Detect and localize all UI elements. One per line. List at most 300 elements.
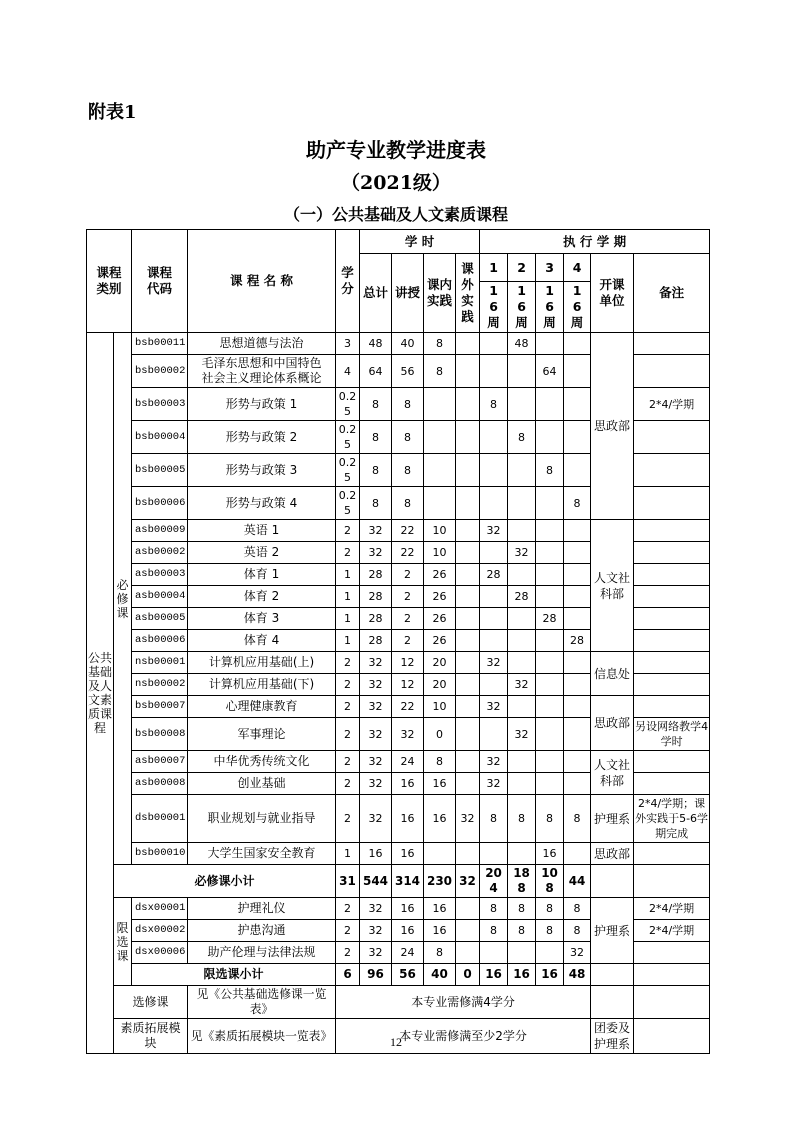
subtotal-practice-in: 40 xyxy=(424,964,456,986)
section-title: （一）公共基础及人文素质课程 xyxy=(283,205,508,224)
course-practice-out xyxy=(456,718,480,751)
semester-4-hours xyxy=(564,542,591,564)
course-lecture: 12 xyxy=(392,652,424,674)
semester-3-hours: 8 xyxy=(536,920,564,942)
semester-3-hours xyxy=(536,333,564,355)
course-code: bsb00011 xyxy=(132,333,188,355)
semester-1-hours xyxy=(480,718,508,751)
subtotal-semester-2: 16 xyxy=(508,964,536,986)
table-body xyxy=(87,333,710,1054)
course-practice-in: 20 xyxy=(424,652,456,674)
semester-1-hours xyxy=(480,674,508,696)
course-code: bsb00007 xyxy=(132,696,188,718)
header-semester-1-weeks: 16周 xyxy=(480,282,508,333)
header-course-category: 课程类别 xyxy=(87,230,132,333)
subtotal-practice-in: 230 xyxy=(424,865,456,898)
table-header xyxy=(87,230,710,333)
document-title: 助产专业教学进度表 xyxy=(306,138,486,162)
document-subtitle: （2021级） xyxy=(341,172,451,194)
semester-4-hours xyxy=(564,751,591,773)
course-practice-out xyxy=(456,696,480,718)
course-credits: 4 xyxy=(336,355,360,388)
course-row xyxy=(87,795,710,843)
course-practice-in: 8 xyxy=(424,355,456,388)
note-cell xyxy=(634,333,710,355)
course-total: 8 xyxy=(360,487,392,520)
course-name: 毛泽东思想和中国特色社会主义理论体系概论 xyxy=(188,355,336,388)
note-cell: 另设网络教学4学时 xyxy=(634,718,710,751)
semester-1-hours: 28 xyxy=(480,564,508,586)
department-cell: 思政部 xyxy=(591,333,634,520)
course-name: 体育 4 xyxy=(188,630,336,652)
course-practice-in: 8 xyxy=(424,751,456,773)
header-semester-group: 执 行 学 期 xyxy=(480,230,710,254)
course-lecture: 40 xyxy=(392,333,424,355)
semester-3-hours xyxy=(536,564,564,586)
course-credits: 0.25 xyxy=(336,421,360,454)
semester-2-hours xyxy=(508,564,536,586)
course-code: asb00005 xyxy=(132,608,188,630)
semester-4-hours xyxy=(564,388,591,421)
note-cell: 2*4/学期 xyxy=(634,388,710,421)
course-credits: 2 xyxy=(336,520,360,542)
semester-4-hours xyxy=(564,652,591,674)
course-code: asb00004 xyxy=(132,586,188,608)
course-credits: 1 xyxy=(336,586,360,608)
note-cell xyxy=(634,986,710,1019)
semester-1-hours: 32 xyxy=(480,520,508,542)
page-number: 12 xyxy=(390,1035,402,1049)
note-cell xyxy=(634,487,710,520)
header-credits: 学分 xyxy=(336,230,360,333)
course-practice-out xyxy=(456,751,480,773)
course-lecture: 22 xyxy=(392,542,424,564)
note-cell xyxy=(634,355,710,388)
course-practice-out xyxy=(456,388,480,421)
course-practice-out xyxy=(456,564,480,586)
elective-label: 选修课 xyxy=(114,986,188,1019)
note-cell xyxy=(634,751,710,773)
course-total: 32 xyxy=(360,542,392,564)
course-credits: 2 xyxy=(336,542,360,564)
course-practice-out xyxy=(456,773,480,795)
course-practice-in xyxy=(424,454,456,487)
note-cell: 2*4/学期 xyxy=(634,920,710,942)
course-practice-in: 16 xyxy=(424,920,456,942)
course-practice-in: 0 xyxy=(424,718,456,751)
semester-3-hours: 16 xyxy=(536,843,564,865)
subtotal-semester-4: 44 xyxy=(564,865,591,898)
course-name: 体育 3 xyxy=(188,608,336,630)
course-lecture: 16 xyxy=(392,773,424,795)
semester-1-hours xyxy=(480,487,508,520)
note-cell xyxy=(634,520,710,542)
semester-2-hours xyxy=(508,652,536,674)
quality-requirement: 本专业需修满至少2学分 xyxy=(336,1019,591,1054)
course-credits: 1 xyxy=(336,630,360,652)
department-cell: 人文社科部 xyxy=(591,751,634,795)
semester-2-hours xyxy=(508,388,536,421)
semester-2-hours xyxy=(508,608,536,630)
course-total: 28 xyxy=(360,630,392,652)
semester-1-hours: 32 xyxy=(480,652,508,674)
course-total: 32 xyxy=(360,920,392,942)
course-credits: 0.25 xyxy=(336,454,360,487)
course-lecture: 8 xyxy=(392,487,424,520)
course-category-cell: 公共基础及人文素质课程 xyxy=(87,333,114,1054)
course-lecture: 8 xyxy=(392,388,424,421)
semester-4-hours xyxy=(564,674,591,696)
course-practice-in: 8 xyxy=(424,942,456,964)
semester-4-hours xyxy=(564,608,591,630)
course-name: 英语 2 xyxy=(188,542,336,564)
course-practice-out xyxy=(456,586,480,608)
header-semester-2-weeks: 16周 xyxy=(508,282,536,333)
course-code: asb00003 xyxy=(132,564,188,586)
semester-4-hours xyxy=(564,843,591,865)
course-total: 32 xyxy=(360,795,392,843)
course-credits: 0.25 xyxy=(336,487,360,520)
semester-3-hours: 28 xyxy=(536,608,564,630)
course-practice-in: 16 xyxy=(424,898,456,920)
note-cell xyxy=(634,421,710,454)
course-code: bsb00005 xyxy=(132,454,188,487)
course-code: asb00008 xyxy=(132,773,188,795)
course-lecture: 22 xyxy=(392,696,424,718)
subtotal-credits: 6 xyxy=(336,964,360,986)
semester-4-hours: 28 xyxy=(564,630,591,652)
semester-1-hours xyxy=(480,355,508,388)
course-practice-out xyxy=(456,608,480,630)
semester-3-hours: 8 xyxy=(536,898,564,920)
course-total: 8 xyxy=(360,454,392,487)
quality-reference: 见《素质拓展模块一览表》 xyxy=(188,1019,336,1054)
course-total: 32 xyxy=(360,751,392,773)
semester-2-hours: 32 xyxy=(508,542,536,564)
subtotal-total: 96 xyxy=(360,964,392,986)
course-practice-in: 10 xyxy=(424,696,456,718)
semester-3-hours xyxy=(536,520,564,542)
note-cell xyxy=(634,630,710,652)
semester-1-hours: 8 xyxy=(480,388,508,421)
course-total: 32 xyxy=(360,773,392,795)
course-total: 28 xyxy=(360,608,392,630)
appendix-label: 附表1 xyxy=(88,102,137,123)
course-name: 形势与政策 2 xyxy=(188,421,336,454)
semester-3-hours xyxy=(536,586,564,608)
course-row xyxy=(87,843,710,865)
semester-4-hours xyxy=(564,333,591,355)
note-cell: 2*4/学期；课外实践于5-6学期完成 xyxy=(634,795,710,843)
course-credits: 1 xyxy=(336,608,360,630)
semester-2-hours: 8 xyxy=(508,898,536,920)
course-code: asb00009 xyxy=(132,520,188,542)
required-subtotal-label: 必修课小计 xyxy=(114,865,336,898)
semester-3-hours xyxy=(536,751,564,773)
course-lecture: 2 xyxy=(392,564,424,586)
limited-group-cell: 限选课 xyxy=(114,898,132,986)
course-lecture: 16 xyxy=(392,920,424,942)
department-cell: 护理系 xyxy=(591,795,634,843)
course-name: 大学生国家安全教育 xyxy=(188,843,336,865)
semester-1-hours xyxy=(480,454,508,487)
department-cell: 思政部 xyxy=(591,843,634,865)
course-lecture: 8 xyxy=(392,454,424,487)
semester-2-hours: 32 xyxy=(508,674,536,696)
course-credits: 1 xyxy=(336,843,360,865)
subtotal-credits: 31 xyxy=(336,865,360,898)
semester-3-hours xyxy=(536,674,564,696)
semester-3-hours xyxy=(536,421,564,454)
semester-4-hours xyxy=(564,421,591,454)
teaching-schedule-table xyxy=(86,229,710,1054)
semester-1-hours xyxy=(480,421,508,454)
course-practice-out xyxy=(456,421,480,454)
subtotal-lecture: 56 xyxy=(392,964,424,986)
header-course-name: 课 程 名 称 xyxy=(188,230,336,333)
limited-subtotal-row xyxy=(87,964,710,986)
semester-4-hours xyxy=(564,520,591,542)
header-semester-3-weeks: 16周 xyxy=(536,282,564,333)
course-practice-in: 26 xyxy=(424,630,456,652)
semester-4-hours xyxy=(564,696,591,718)
semester-3-hours xyxy=(536,773,564,795)
course-code: bsb00003 xyxy=(132,388,188,421)
course-name: 心理健康教育 xyxy=(188,696,336,718)
semester-3-hours xyxy=(536,542,564,564)
header-semester-4: 4 xyxy=(564,254,591,282)
course-credits: 2 xyxy=(336,898,360,920)
department-cell: 思政部 xyxy=(591,696,634,751)
header-semester-3: 3 xyxy=(536,254,564,282)
note-cell: 2*4/学期 xyxy=(634,898,710,920)
elective-reference: 见《公共基础选修课一览表》 xyxy=(188,986,336,1019)
course-practice-in xyxy=(424,843,456,865)
course-lecture: 24 xyxy=(392,751,424,773)
course-name: 计算机应用基础(上) xyxy=(188,652,336,674)
course-lecture: 12 xyxy=(392,674,424,696)
subtotal-semester-1: 16 xyxy=(480,964,508,986)
semester-2-hours: 8 xyxy=(508,795,536,843)
header-notes: 备注 xyxy=(634,254,710,333)
course-row xyxy=(87,898,710,920)
course-practice-out xyxy=(456,630,480,652)
course-total: 48 xyxy=(360,333,392,355)
course-name: 中华优秀传统文化 xyxy=(188,751,336,773)
department-cell: 人文社科部 xyxy=(591,520,634,652)
semester-4-hours: 8 xyxy=(564,795,591,843)
course-practice-out xyxy=(456,333,480,355)
note-cell xyxy=(634,674,710,696)
course-code: bsb00004 xyxy=(132,421,188,454)
course-code: nsb00002 xyxy=(132,674,188,696)
semester-3-hours xyxy=(536,487,564,520)
elective-row xyxy=(87,986,710,1019)
semester-1-hours: 8 xyxy=(480,795,508,843)
course-credits: 3 xyxy=(336,333,360,355)
course-practice-out xyxy=(456,487,480,520)
semester-2-hours xyxy=(508,751,536,773)
semester-2-hours: 28 xyxy=(508,586,536,608)
semester-1-hours xyxy=(480,542,508,564)
note-cell xyxy=(634,865,710,898)
course-row xyxy=(87,333,710,355)
course-code: nsb00001 xyxy=(132,652,188,674)
course-practice-in: 26 xyxy=(424,586,456,608)
course-lecture: 2 xyxy=(392,586,424,608)
course-name: 形势与政策 3 xyxy=(188,454,336,487)
semester-1-hours: 8 xyxy=(480,898,508,920)
semester-4-hours xyxy=(564,355,591,388)
course-credits: 2 xyxy=(336,920,360,942)
subtotal-semester-2: 188 xyxy=(508,865,536,898)
course-credits: 2 xyxy=(336,795,360,843)
department-cell xyxy=(591,865,634,898)
course-credits: 2 xyxy=(336,773,360,795)
course-practice-out xyxy=(456,652,480,674)
subtotal-practice-out: 32 xyxy=(456,865,480,898)
header-semester-1: 1 xyxy=(480,254,508,282)
course-practice-out xyxy=(456,942,480,964)
quality-label: 素质拓展模块 xyxy=(114,1019,188,1054)
department-cell: 团委及护理系 xyxy=(591,1019,634,1054)
department-cell xyxy=(591,964,634,986)
course-total: 28 xyxy=(360,564,392,586)
course-lecture: 2 xyxy=(392,630,424,652)
course-practice-in: 8 xyxy=(424,333,456,355)
semester-4-hours xyxy=(564,586,591,608)
note-cell xyxy=(634,542,710,564)
course-credits: 2 xyxy=(336,696,360,718)
course-lecture: 2 xyxy=(392,608,424,630)
semester-2-hours xyxy=(508,454,536,487)
semester-2-hours: 8 xyxy=(508,920,536,942)
header-hours-total: 总计 xyxy=(360,254,392,333)
note-cell xyxy=(634,564,710,586)
semester-3-hours: 64 xyxy=(536,355,564,388)
course-credits: 2 xyxy=(336,751,360,773)
header-department: 开课单位 xyxy=(591,254,634,333)
course-practice-out xyxy=(456,674,480,696)
course-total: 32 xyxy=(360,696,392,718)
note-cell xyxy=(634,964,710,986)
course-code: bsb00002 xyxy=(132,355,188,388)
semester-1-hours xyxy=(480,630,508,652)
semester-2-hours: 8 xyxy=(508,421,536,454)
course-credits: 2 xyxy=(336,652,360,674)
semester-3-hours xyxy=(536,942,564,964)
semester-1-hours: 32 xyxy=(480,696,508,718)
course-lecture: 16 xyxy=(392,898,424,920)
header-semester-2: 2 xyxy=(508,254,536,282)
subtotal-practice-out: 0 xyxy=(456,964,480,986)
semester-3-hours xyxy=(536,630,564,652)
course-practice-in xyxy=(424,388,456,421)
course-lecture: 16 xyxy=(392,843,424,865)
semester-4-hours xyxy=(564,564,591,586)
course-credits: 0.25 xyxy=(336,388,360,421)
header-hours-group: 学 时 xyxy=(360,230,480,254)
semester-3-hours: 8 xyxy=(536,795,564,843)
course-name: 护患沟通 xyxy=(188,920,336,942)
semester-4-hours: 8 xyxy=(564,487,591,520)
course-row xyxy=(87,696,710,718)
course-name: 职业规划与就业指导 xyxy=(188,795,336,843)
note-cell xyxy=(634,696,710,718)
course-row xyxy=(87,652,710,674)
course-code: bsb00008 xyxy=(132,718,188,751)
semester-1-hours xyxy=(480,942,508,964)
course-total: 28 xyxy=(360,586,392,608)
note-cell xyxy=(634,586,710,608)
semester-4-hours xyxy=(564,773,591,795)
course-name: 形势与政策 1 xyxy=(188,388,336,421)
subtotal-semester-4: 48 xyxy=(564,964,591,986)
course-name: 计算机应用基础(下) xyxy=(188,674,336,696)
header-row-1 xyxy=(87,230,710,254)
course-name: 英语 1 xyxy=(188,520,336,542)
elective-requirement: 本专业需修满4学分 xyxy=(336,986,591,1019)
note-cell xyxy=(634,454,710,487)
semester-4-hours: 32 xyxy=(564,942,591,964)
course-code: dsx00006 xyxy=(132,942,188,964)
course-total: 32 xyxy=(360,520,392,542)
course-lecture: 8 xyxy=(392,421,424,454)
course-name: 创业基础 xyxy=(188,773,336,795)
semester-4-hours xyxy=(564,454,591,487)
course-lecture: 32 xyxy=(392,718,424,751)
course-name: 军事理论 xyxy=(188,718,336,751)
subtotal-lecture: 314 xyxy=(392,865,424,898)
course-lecture: 22 xyxy=(392,520,424,542)
course-code: dsx00002 xyxy=(132,920,188,942)
semester-4-hours: 8 xyxy=(564,898,591,920)
course-code: dsb00001 xyxy=(132,795,188,843)
course-practice-out xyxy=(456,542,480,564)
semester-1-hours xyxy=(480,608,508,630)
semester-2-hours xyxy=(508,355,536,388)
semester-3-hours: 8 xyxy=(536,454,564,487)
header-hours-practice-in: 课内实践 xyxy=(424,254,456,333)
department-cell: 护理系 xyxy=(591,898,634,964)
course-practice-in xyxy=(424,487,456,520)
course-total: 32 xyxy=(360,652,392,674)
course-name: 体育 2 xyxy=(188,586,336,608)
department-cell: 信息处 xyxy=(591,652,634,696)
course-practice-in: 26 xyxy=(424,608,456,630)
course-lecture: 16 xyxy=(392,795,424,843)
course-credits: 2 xyxy=(336,718,360,751)
course-practice-out xyxy=(456,843,480,865)
course-code: asb00007 xyxy=(132,751,188,773)
header-hours-lecture: 讲授 xyxy=(392,254,424,333)
course-total: 16 xyxy=(360,843,392,865)
note-cell xyxy=(634,942,710,964)
course-credits: 2 xyxy=(336,942,360,964)
course-lecture: 56 xyxy=(392,355,424,388)
course-code: asb00002 xyxy=(132,542,188,564)
semester-2-hours xyxy=(508,630,536,652)
course-practice-in: 20 xyxy=(424,674,456,696)
course-total: 8 xyxy=(360,388,392,421)
note-cell xyxy=(634,773,710,795)
required-group-cell: 必修课 xyxy=(114,333,132,865)
semester-4-hours xyxy=(564,718,591,751)
semester-4-hours: 8 xyxy=(564,920,591,942)
course-code: bsb00006 xyxy=(132,487,188,520)
subtotal-semester-3: 16 xyxy=(536,964,564,986)
course-code: bsb00010 xyxy=(132,843,188,865)
